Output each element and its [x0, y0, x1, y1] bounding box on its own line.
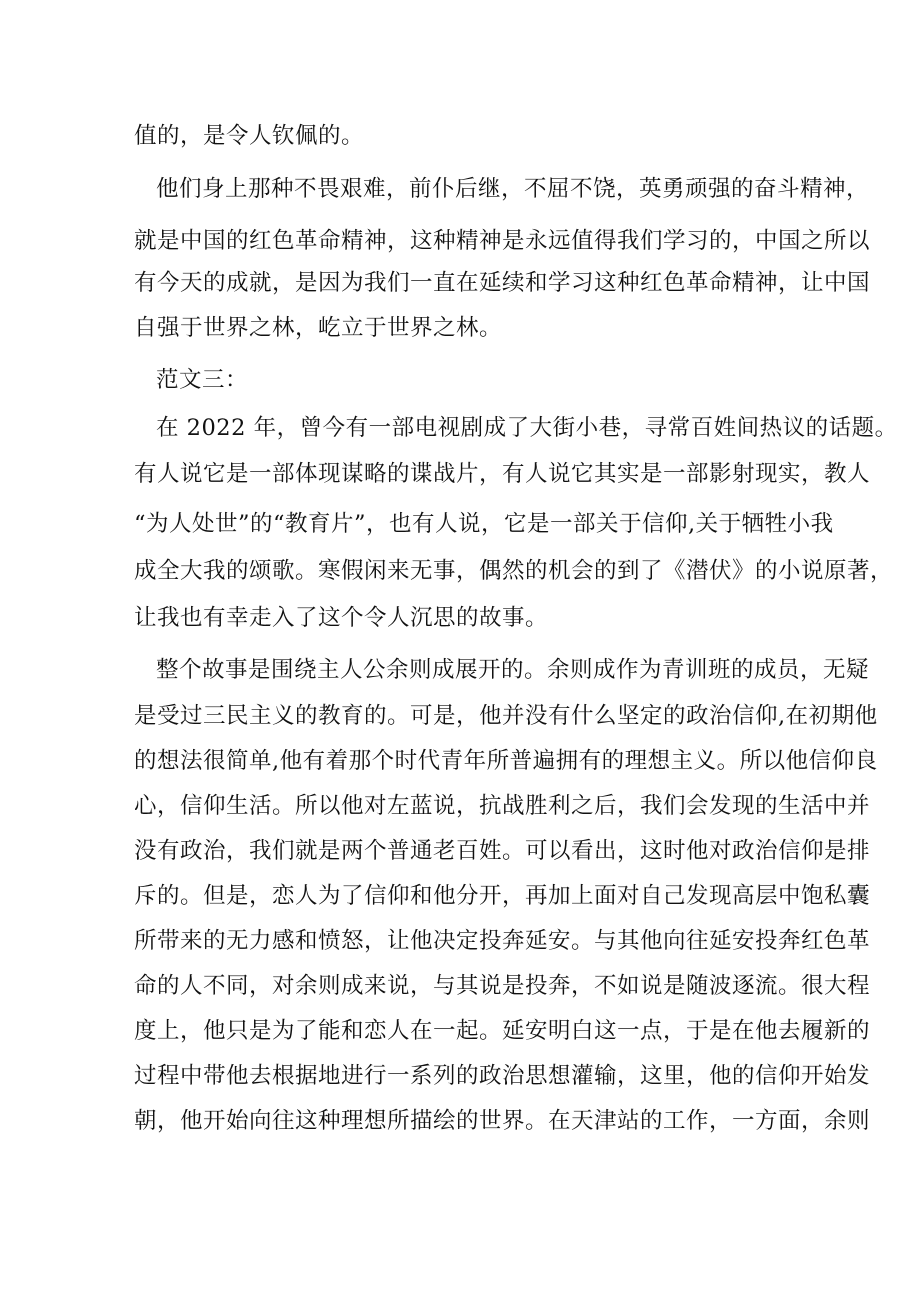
text-line: 让我也有幸走入了这个令人沉思的故事。: [134, 605, 549, 631]
text-line: 整个故事是围绕主人公余则成展开的。余则成作为青训班的成员，无疑: [156, 657, 870, 683]
text-line: 度上，他只是为了能和恋人在一起。延安明白这一点，于是在他去履新的: [134, 1018, 871, 1044]
text-line: 自强于世界之林，屹立于世界之林。: [134, 315, 503, 341]
text-line: 所带来的无力感和愤怒，让他决定投奔延安。与其他向往延安投奔红色革: [134, 928, 871, 954]
text-line: 他们身上那种不畏艰难，前仆后继，不屈不饶，英勇顽强的奋斗精神，: [156, 176, 870, 202]
text-line: 就是中国的红色革命精神，这种精神是永远值得我们学习的，中国之所以: [134, 228, 871, 254]
text-line: 斥的。但是，恋人为了信仰和他分开，再加上面对自己发现高层中饱私囊: [134, 883, 871, 909]
text-line: 有今天的成就，是因为我们一直在延续和学习这种红色革命精神，让中国: [134, 270, 871, 296]
text-line: 过程中带他去根据地进行一系列的政治思想灌输，这里，他的信仰开始发: [134, 1063, 871, 1089]
text-line: 值的，是令人钦佩的。: [134, 123, 365, 149]
section-heading: 范文三：: [156, 367, 249, 393]
text-line: 心，信仰生活。所以他对左蓝说，抗战胜利之后，我们会发现的生活中并: [134, 793, 871, 819]
text-line: 没有政治，我们就是两个普通老百姓。可以看出，这时他对政治信仰是排: [134, 838, 871, 864]
text-line: 朝，他开始向往这种理想所描绘的世界。在天津站的工作，一方面，余则: [134, 1108, 871, 1134]
text-line: 在 2022 年，曾今有一部电视剧成了大街小巷，寻常百姓间热议的话题。: [156, 415, 898, 441]
text-line: 的想法很简单,他有着那个时代青年所普遍拥有的理想主义。所以他信仰良: [134, 748, 878, 774]
text-line: 成全大我的颂歌。寒假闲来无事，偶然的机会的到了《潜伏》的小说原著，: [134, 558, 894, 584]
text-line: 命的人不同，对余则成来说，与其说是投奔，不如说是随波逐流。很大程: [134, 973, 871, 999]
text-line: “为人处世”的“教育片”，也有人说，它是一部关于信仰,关于牺牲小我: [134, 511, 834, 537]
text-line: 是受过三民主义的教育的。可是，他并没有什么坚定的政治信仰,在初期他: [134, 703, 878, 729]
text-line: 有人说它是一部体现谋略的谍战片，有人说它其实是一部影射现实，教人: [134, 461, 871, 487]
